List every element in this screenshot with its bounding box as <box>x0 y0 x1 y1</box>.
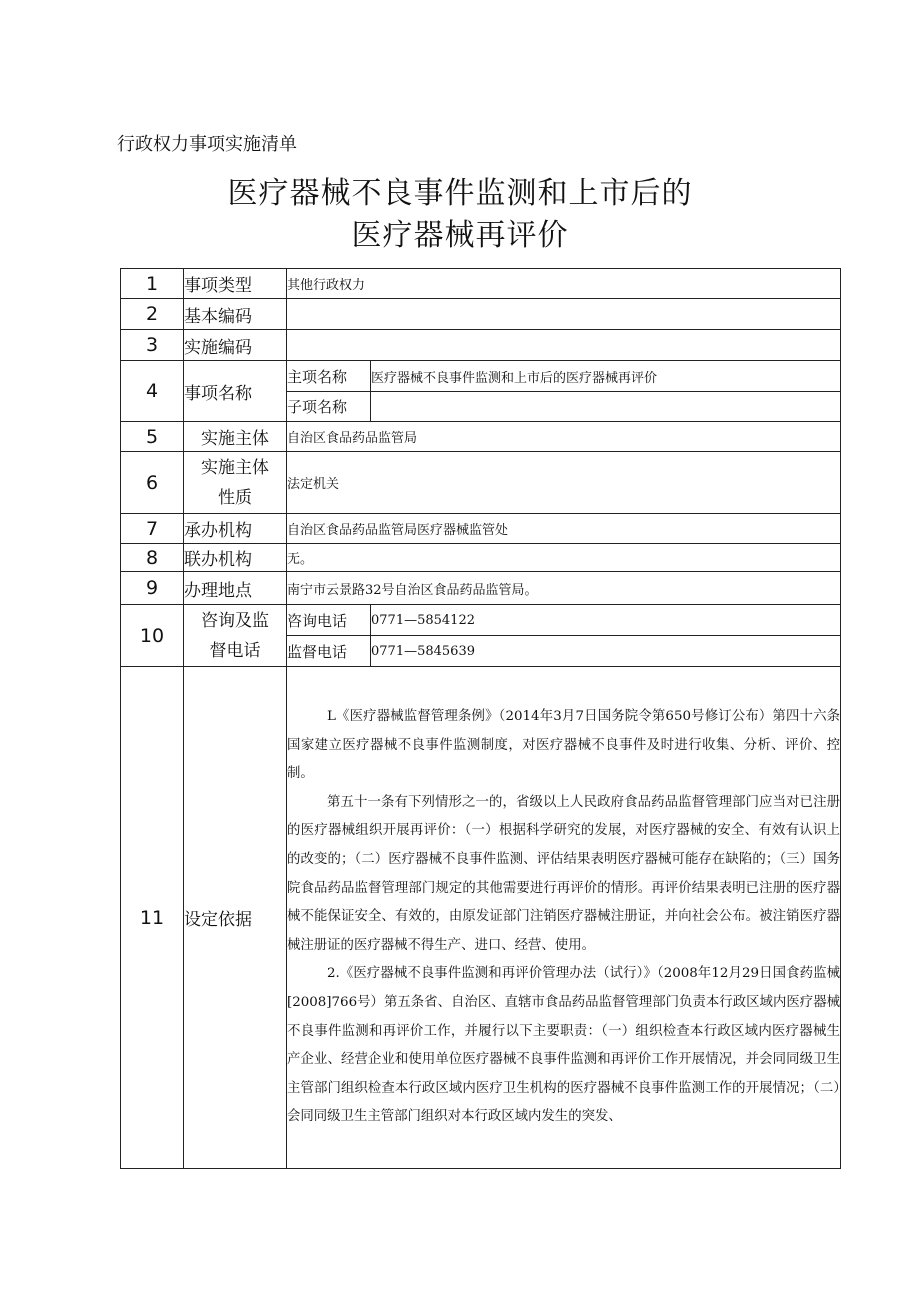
row-location <box>121 572 841 605</box>
row-number: 5 <box>121 422 184 452</box>
label-body-nature <box>184 452 287 514</box>
value-implementing-body: 自治区食品药品监管局 <box>287 422 841 452</box>
label-implement-code: 实施编码 <box>184 330 287 361</box>
row-number: 4 <box>121 361 184 422</box>
value-item-type: 其他行政权力 <box>287 269 841 299</box>
label-joint-org: 联办机构 <box>184 544 287 572</box>
value-basic-code <box>287 299 841 330</box>
row-basic-code <box>121 299 841 330</box>
value-main-item-name: 医疗器械不良事件监测和上市后的医疗器械再评价 <box>371 361 841 392</box>
label-line: 督电话 <box>209 640 261 661</box>
label-main-item-name: 主项名称 <box>287 361 371 392</box>
basis-paragraph: 第五十一条有下列情形之一的，省级以上人民政府食品药品监督管理部门应当对已注册的医疗器械组织开展再评价：（一）根据科学研究的发展，对医疗器械的安全、有效有认识上的改变的；（二）医疗器械不良事件监测、评估结果表明医疗器械可能存在缺陷的；（三）国务院食品药品监督管理部门规定的其他需要进行再评价的情形。再评价结果表明已注册的医疗器械不能保证安全、有效的，由原发证部门注销医疗器械注册证，并向社会公布。被注销医疗器械注册证的医疗器械不得生产、进口、经营、使用。 <box>287 794 841 953</box>
row-handling-org <box>121 514 841 544</box>
row-number: 10 <box>121 605 184 667</box>
label-legal-basis: 设定依据 <box>184 667 287 1169</box>
row-implementing-body <box>121 422 841 452</box>
label-sub-item-name: 子项名称 <box>287 392 371 422</box>
label-consult-phone: 咨询电话 <box>287 605 371 636</box>
document-title <box>0 173 920 257</box>
basis-paragraph: L《医疗器械监督管理条例》（2014年3月7日国务院令第650号修订公布）第四十六条国家建立医疗器械不良事件监测制度，对医疗器械不良事件及时进行收集、分析、评价、控制。 <box>287 709 841 782</box>
value-joint-org: 无。 <box>287 544 841 572</box>
row-number: 11 <box>121 667 184 1169</box>
row-number: 3 <box>121 330 184 361</box>
row-number: 6 <box>121 452 184 514</box>
row-consult-phone <box>121 605 841 636</box>
label-item-name: 事项名称 <box>184 361 287 422</box>
label-location: 办理地点 <box>184 572 287 605</box>
label-line: 咨询及监 <box>201 610 269 631</box>
label-line: 性质 <box>218 487 252 508</box>
row-number: 8 <box>121 544 184 572</box>
label-basic-code: 基本编码 <box>184 299 287 330</box>
label-supervise-phone: 监督电话 <box>287 636 371 667</box>
basis-paragraph: 2.《医疗器械不良事件监测和再评价管理办法（试行）》（2008年12月29日国食药监械[2008]766号）第五条省、自治区、直辖市食品药品监督管理部门负责本行政区域内医疗器械不良事件监测和再评价工作，并履行以下主要职责：（一）组织检查本行政区域内医疗器械生产企业、经营企业和使用单位医疗器械不良事件监测和再评价工作开展情况，并会同同级卫生主管部门组织检查本行政区域内医疗卫生机构的医疗器械不良事件监测工作的开展情况；（二）会同同级卫生主管部门组织对本行政区域内发生的突发、 <box>287 966 841 1125</box>
row-number: 9 <box>121 572 184 605</box>
row-implement-code <box>121 330 841 361</box>
row-joint-org <box>121 544 841 572</box>
item-table <box>120 268 841 1169</box>
label-phones <box>184 605 287 667</box>
value-implement-code <box>287 330 841 361</box>
label-handling-org: 承办机构 <box>184 514 287 544</box>
value-supervise-phone: 0771—5845639 <box>371 636 841 667</box>
label-line: 实施主体 <box>201 457 269 478</box>
row-number: 1 <box>121 269 184 299</box>
row-item-type <box>121 269 841 299</box>
label-item-type: 事项类型 <box>184 269 287 299</box>
value-handling-org: 自治区食品药品监管局医疗器械监管处 <box>287 514 841 544</box>
row-number: 7 <box>121 514 184 544</box>
row-item-name-main <box>121 361 841 392</box>
value-body-nature: 法定机关 <box>287 452 841 514</box>
list-heading: 行政权力事项实施清单 <box>117 134 297 155</box>
value-sub-item-name <box>371 392 841 422</box>
row-legal-basis <box>121 667 841 1169</box>
value-location: 南宁市云景路32号自治区食品药品监管局。 <box>287 572 841 605</box>
value-legal-basis <box>287 667 841 1169</box>
title-line-2: 医疗器械再评价 <box>351 218 569 253</box>
title-line-1: 医疗器械不良事件监测和上市后的 <box>227 176 693 211</box>
row-body-nature <box>121 452 841 514</box>
label-implementing-body: 实施主体 <box>184 422 287 452</box>
value-consult-phone: 0771—5854122 <box>371 605 841 636</box>
row-number: 2 <box>121 299 184 330</box>
